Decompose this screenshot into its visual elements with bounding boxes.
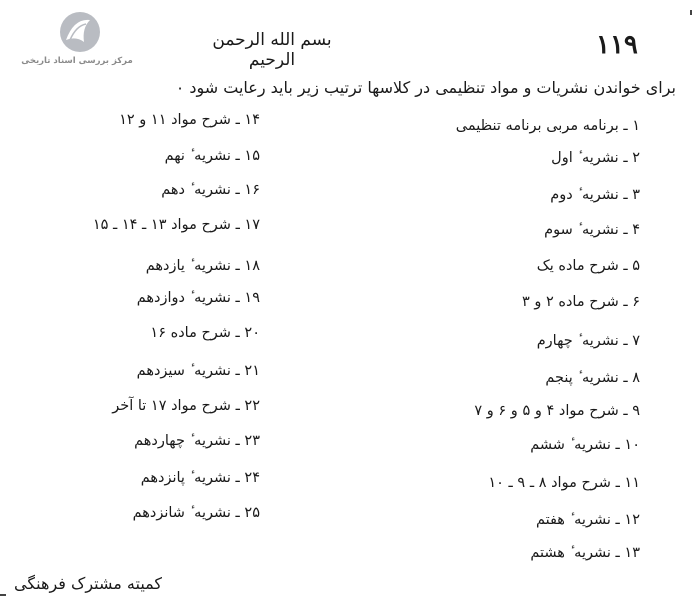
- heading: برای خواندن نشریات و مواد تنظیمی در کلاسها ترتیب زیر باید رعایت شود ۰: [175, 78, 676, 97]
- list-item: ۳ ـ نشریه ٔ دوم: [550, 187, 640, 203]
- list-item: ۱۲ ـ نشریه ٔ هفتم: [535, 512, 640, 528]
- scan-mark: [690, 10, 692, 15]
- list-item: ۷ ـ نشریه ٔ چهارم: [536, 333, 640, 349]
- list-item: ۱۳ ـ نشریه ٔ هشتم: [530, 545, 640, 561]
- list-item: ۲۳ ـ نشریه ٔ چهاردهم: [134, 433, 260, 449]
- list-item: ۹ ـ شرح مواد ۴ و ۵ و ۶ و ۷: [474, 403, 640, 419]
- list-item: ۱۹ ـ نشریه ٔ دوازدهم: [136, 290, 260, 306]
- list-item: ۱۴ ـ شرح مواد ۱۱ و ۱۲: [119, 112, 260, 128]
- list-item: ۱۷ ـ شرح مواد ۱۳ ـ ۱۴ ـ ۱۵: [92, 217, 260, 233]
- archive-logo-icon: [56, 10, 104, 54]
- list-item: ۶ ـ شرح ماده ۲ و ۳: [521, 294, 640, 310]
- list-item: ۱ ـ برنامه مربی برنامه تنظیمی: [455, 118, 640, 134]
- list-item: ۱۵ ـ نشریه ٔ نهم: [164, 148, 260, 164]
- scan-mark: [0, 594, 6, 596]
- list-item: ۱۱ ـ شرح مواد ۸ ـ ۹ ـ ۱۰: [488, 475, 640, 491]
- list-item: ۲۱ ـ نشریه ٔ سیزدهم: [136, 363, 260, 379]
- list-item: ۴ ـ نشریه ٔ سوم: [544, 222, 640, 238]
- invocation: بسم الله الرحمن الرحیم: [212, 30, 332, 70]
- list-item: ۱۸ ـ نشریه ٔ یازدهم: [145, 258, 260, 274]
- list-item: ۲۴ ـ نشریه ٔ پانزدهم: [140, 470, 260, 486]
- page-number: ۱۱۹: [596, 30, 638, 60]
- list-item: ۱۰ ـ نشریه ٔ ششم: [530, 437, 640, 453]
- list-item: ۵ ـ شرح ماده یک: [536, 258, 640, 274]
- list-item: ۱۶ ـ نشریه ٔ دهم: [161, 182, 260, 198]
- list-item: ۲۵ ـ نشریه ٔ شانزدهم: [132, 505, 260, 521]
- list-item: ۲ ـ نشریه ٔ اول: [551, 150, 640, 166]
- list-item: ۲۰ ـ شرح ماده ۱۶: [150, 325, 260, 341]
- footer-signature: کمیته مشترک فرهنگی: [14, 574, 163, 593]
- archive-logo: [18, 10, 136, 72]
- list-item: ۸ ـ نشریه ٔ پنجم: [545, 370, 640, 386]
- logo-text: مرکز بررسی اسناد تاریخی: [21, 56, 133, 66]
- list-item: ۲۲ ـ شرح مواد ۱۷ تا آخر: [112, 398, 260, 414]
